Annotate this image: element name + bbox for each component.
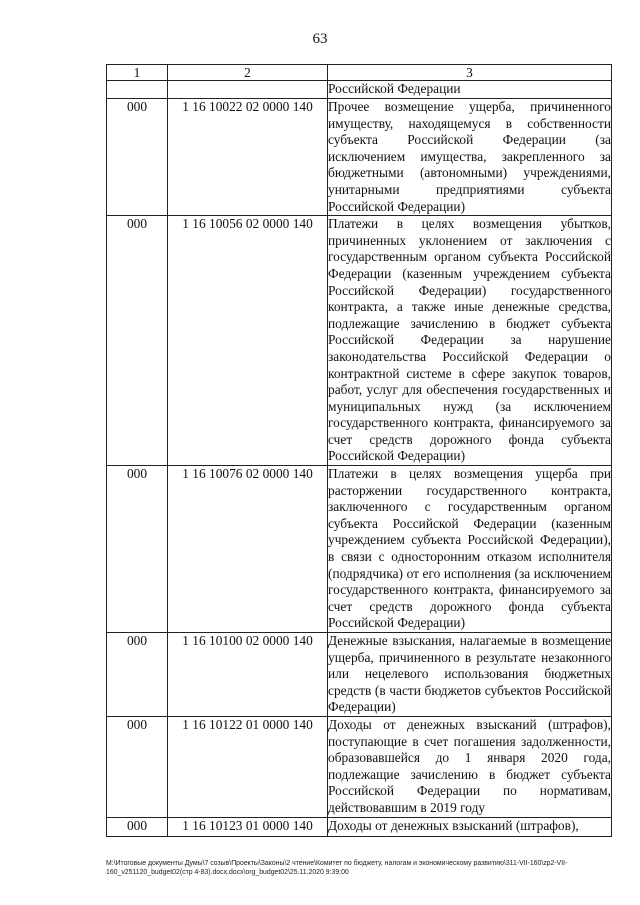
kbk-code: 1 16 10056 02 0000 140 [168,216,328,466]
continuation-kbk-cell [168,81,328,99]
table-row [107,99,612,216]
continuation-row [107,81,612,99]
admin-code: 000 [107,716,168,817]
column-header-2: 2 [168,65,328,81]
admin-code: 000 [107,817,168,836]
table-row [107,216,612,466]
income-description: Платежи в целях возмещения убытков, причиненных уклонением от заключения с государственным органом субъекта Российской Федерации (казенным учреждением субъекта Российской Федерации) государственного контракта, а также иные денежные средства, подлежащие зачислению в бюджет субъекта Российской Федерации за нарушение законодательства Российской Федерации о контрактной системе в сфере закупок товаров, работ, услуг для обеспечения государственных и муниципальных нужд (за исключением государственного контракта, финансируемого за счет средств дорожного фонда субъекта Российской Федерации) [328,216,612,466]
table-row [107,466,612,633]
document-path-footer [106,859,611,877]
table-row [107,633,612,717]
income-description: Доходы от денежных взысканий (штрафов), поступающие в счет погашения задолженности, образовавшейся до 1 января 2020 года, подлежащие зачислению в бюджет субъекта Российской Федерации по нормативам, действовавшим в 2019 году [328,716,612,817]
kbk-code: 1 16 10076 02 0000 140 [168,466,328,633]
table-row-truncated [107,817,612,836]
footer-path-line-2: 160_v251120_budget02(стр 4-83).docx.docx\org_budget02\25.11.2020 9:39:00 [106,869,349,876]
kbk-code: 1 16 10122 01 0000 140 [168,716,328,817]
kbk-code: 1 16 10022 02 0000 140 [168,99,328,216]
continuation-code-cell [107,81,168,99]
column-header-3: 3 [328,65,612,81]
admin-code: 000 [107,466,168,633]
continuation-text: Российской Федерации [328,81,612,99]
admin-code: 000 [107,633,168,717]
income-description: Доходы от денежных взысканий (штрафов), [328,817,612,836]
income-description: Денежные взыскания, налагаемые в возмещение ущерба, причиненного в результате незаконного или нецелевого использования бюджетных средств (в части бюджетов субъектов Российской Федерации) [328,633,612,717]
budget-classification-table [106,64,612,837]
income-description: Платежи в целях возмещения ущерба при расторжении государственного контракта, заключенного с государственным органом субъекта Российской Федерации (казенным учреждением субъекта Российской Федерации), в связи с односторонним отказом исполнителя (подрядчика) от его исполнения (за исключением государственного контракта, финансируемого за счет средств дорожного фонда субъекта Российской Федерации) [328,466,612,633]
income-description: Прочее возмещение ущерба, причиненного имуществу, находящемуся в собственности субъекта Российской Федерации (за исключением имущества, закрепленного за бюджетными (автономными) учреждениями, унитарными предприятиями субъекта Российской Федерации) [328,99,612,216]
kbk-code: 1 16 10123 01 0000 140 [168,817,328,836]
footer-path-line-1: М:\Итоговые документы Думы\7 созыв\Проекты\Законы\2 чтение\Комитет по бюджету, налогам и экономическому развитию\311-VII-160\zp2-VII- [106,860,568,867]
table-header-row [107,65,612,81]
table-row [107,716,612,817]
admin-code: 000 [107,216,168,466]
page-number: 63 [312,31,328,47]
kbk-code: 1 16 10100 02 0000 140 [168,633,328,717]
column-header-1: 1 [107,65,168,81]
admin-code: 000 [107,99,168,216]
